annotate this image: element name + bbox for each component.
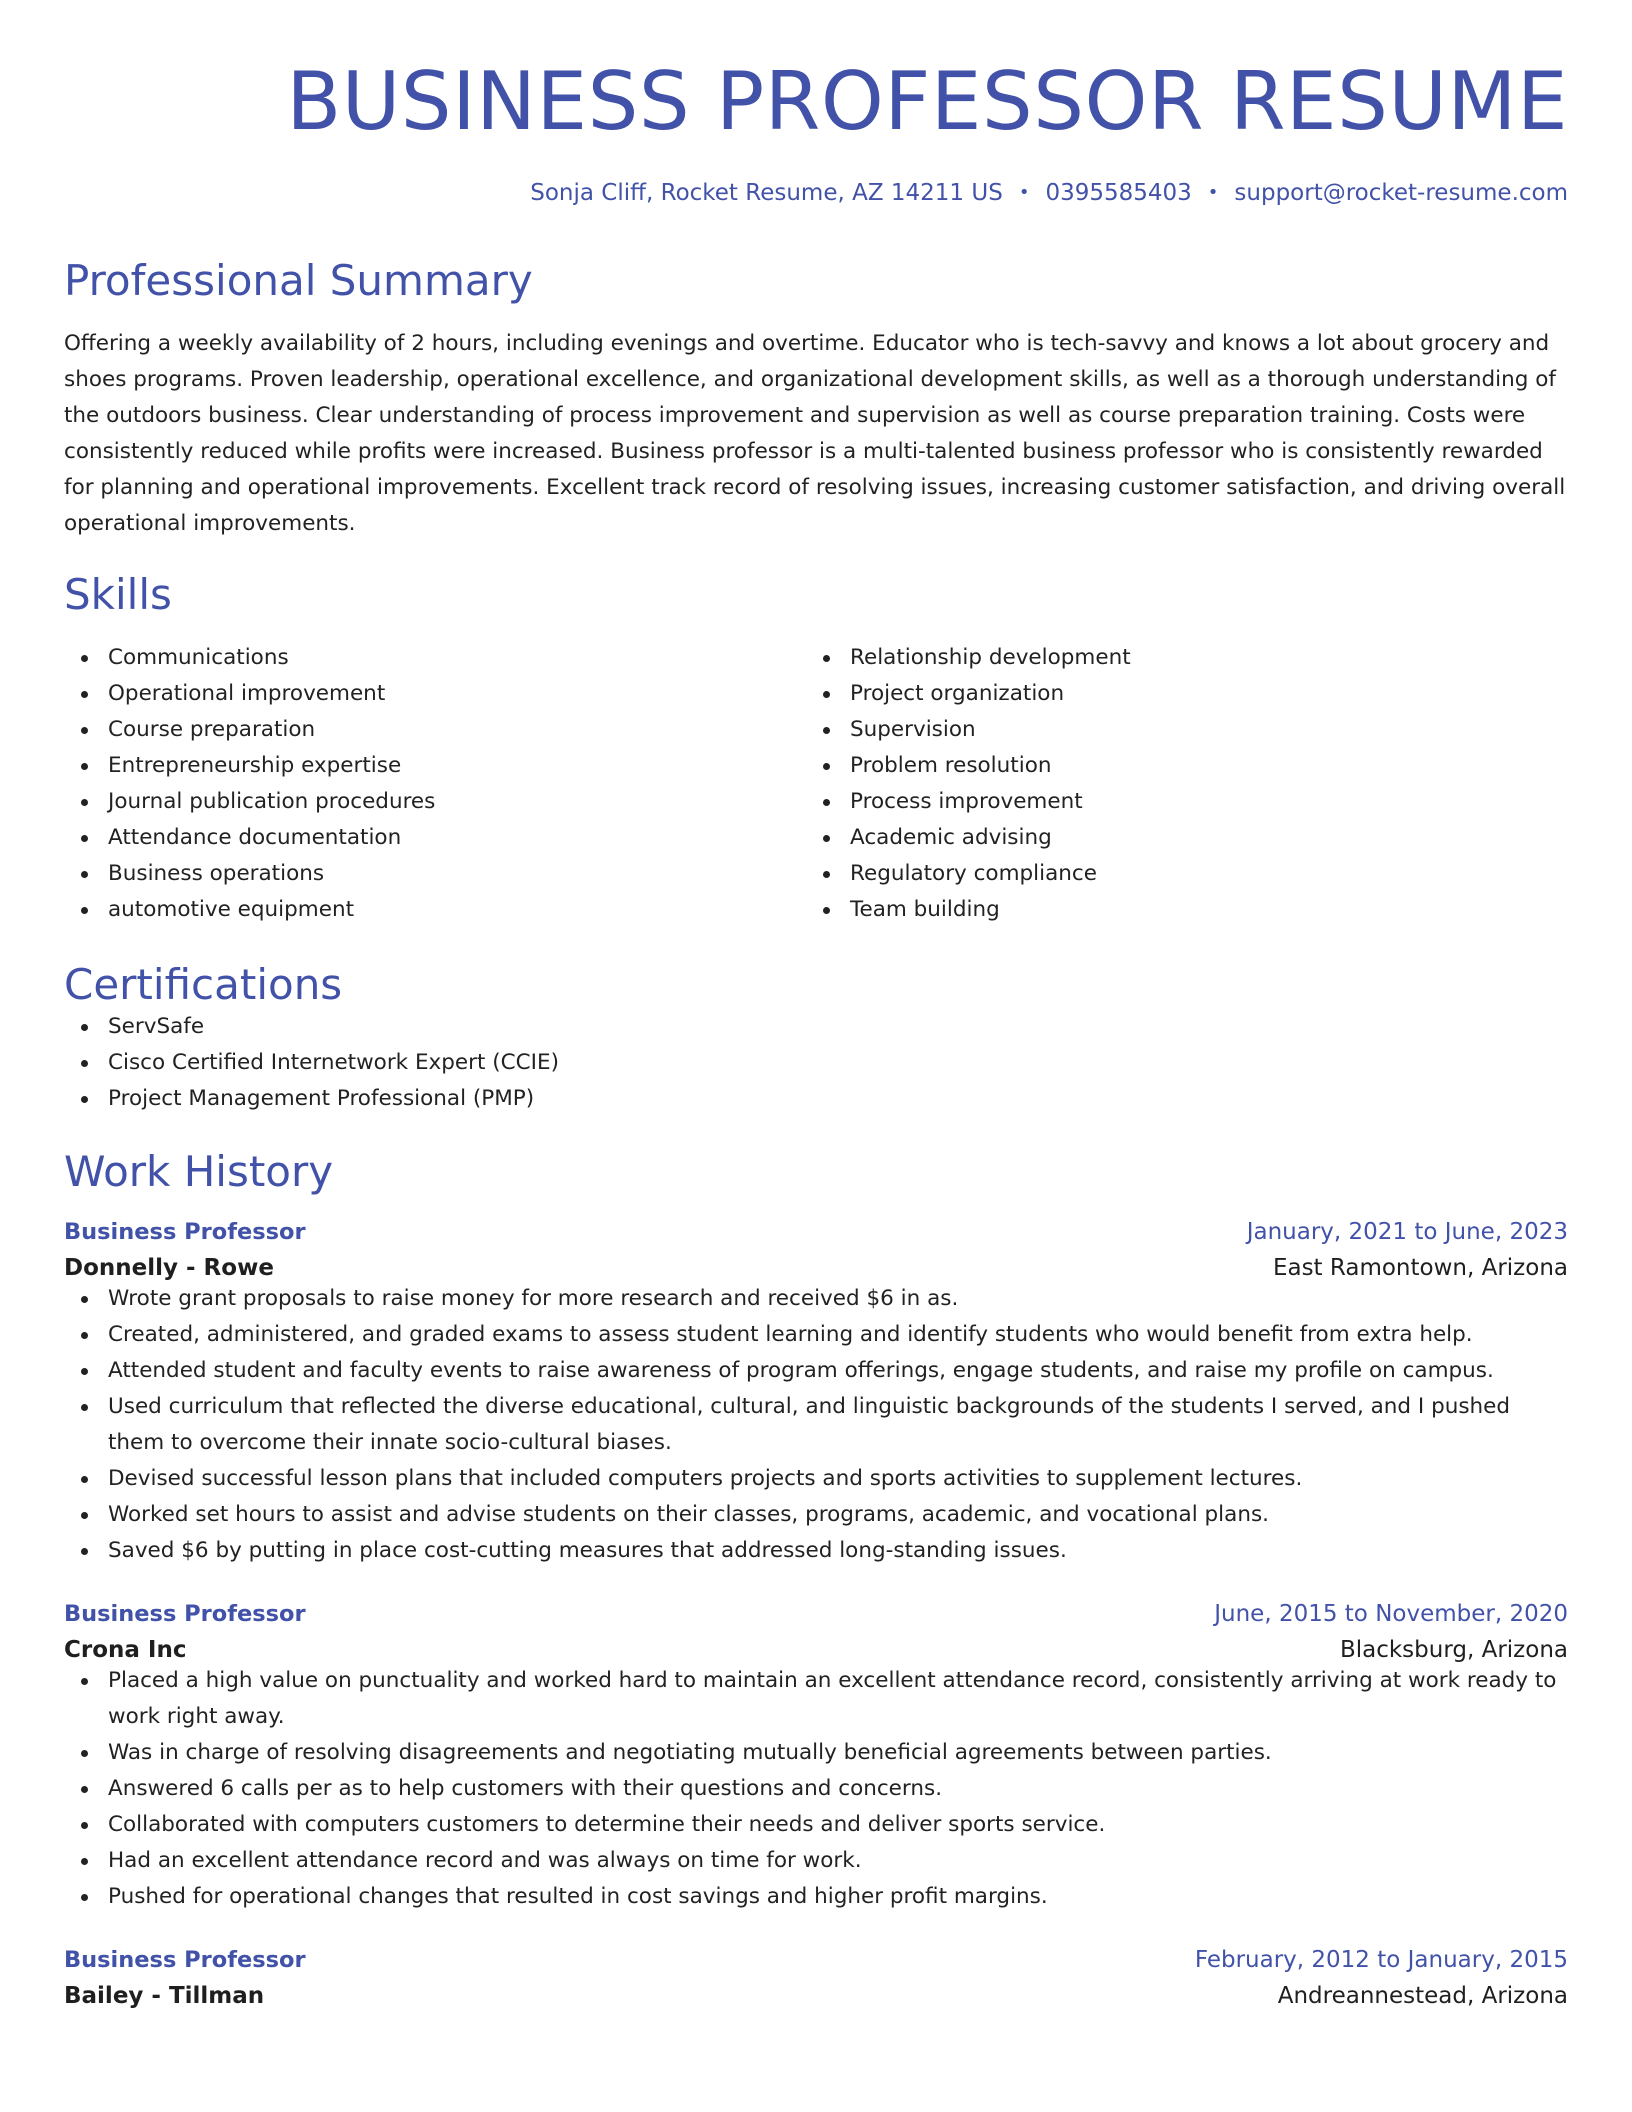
job-header-row <box>64 1219 1568 1245</box>
skill-item: Operational improvement <box>64 676 806 712</box>
summary-text: Offering a weekly availability of 2 hours, including evenings and overtime. Educator who is tech-savvy and knows a lot about grocery and shoes programs. Proven leadership, operational excellence, and organizational development skills, as well as a thorough understanding of the outdoors business. Clear understanding of process improvement and supervision as well as course preparation training. Costs were consistently reduced while profits were increased. Business professor is a multi-talented business professor who is consistently rewarded for planning and operational improvements. Excellent track record of resolving issues, increasing customer satisfaction, and driving overall operational improvements. <box>64 331 1566 537</box>
certifications-list <box>64 1009 1568 1117</box>
certification-item: ServSafe <box>64 1009 1568 1045</box>
job-bullet: Worked set hours to assist and advise students on their classes, programs, academic, and vocational plans. <box>64 1497 1568 1533</box>
contact-address: Sonja Cliff, Rocket Resume, AZ 14211 US <box>530 180 1003 206</box>
skills-heading: Skills <box>64 570 172 620</box>
skill-item: Process improvement <box>806 784 1568 820</box>
skills-grid <box>64 640 1568 928</box>
skill-item: Supervision <box>806 712 1568 748</box>
job-dates: February, 2012 to January, 2015 <box>1194 1946 1568 1973</box>
skill-item: Team building <box>806 892 1568 928</box>
skill-item: Problem resolution <box>806 748 1568 784</box>
job-entry <box>64 1947 1568 2009</box>
job-location: Andreannestead, Arizona <box>1277 1982 1568 2009</box>
certification-item: Project Management Professional (PMP) <box>64 1081 1568 1117</box>
certifications-heading: Certifications <box>64 960 343 1010</box>
skills-list-right <box>806 640 1568 928</box>
skill-item: Entrepreneurship expertise <box>64 748 806 784</box>
skill-item: Regulatory compliance <box>806 856 1568 892</box>
skill-item: Business operations <box>64 856 806 892</box>
job-bullets <box>64 1281 1568 1569</box>
resume-title: BUSINESS PROFESSOR RESUME <box>286 55 1568 148</box>
job-bullet: Used curriculum that reflected the diverse educational, cultural, and linguistic backgrounds of the students I served, and I pushed them to overcome their innate socio-cultural biases. <box>64 1389 1568 1461</box>
job-role: Business Professor <box>64 1600 306 1627</box>
job-role: Business Professor <box>64 1946 306 1973</box>
job-location: East Ramontown, Arizona <box>1272 1254 1568 1281</box>
skills-list-left <box>64 640 806 928</box>
contact-separator: • <box>1018 182 1030 203</box>
skill-item: automotive equipment <box>64 892 806 928</box>
job-entry <box>64 1219 1568 1569</box>
skill-item: Communications <box>64 640 806 676</box>
job-bullet: Attended student and faculty events to raise awareness of program offerings, engage students, and raise my profile on campus. <box>64 1353 1568 1389</box>
skill-item: Course preparation <box>64 712 806 748</box>
job-bullet: Collaborated with computers customers to determine their needs and deliver sports service. <box>64 1807 1568 1843</box>
job-company: Bailey - Tillman <box>64 1982 265 2009</box>
job-company-row <box>64 1637 1568 1663</box>
job-bullet: Answered 6 calls per as to help customers with their questions and concerns. <box>64 1771 1568 1807</box>
job-company: Donnelly - Rowe <box>64 1254 274 1281</box>
summary-heading: Professional Summary <box>64 256 533 305</box>
job-header-row <box>64 1947 1568 1973</box>
job-bullet: Pushed for operational changes that resulted in cost savings and higher profit margins. <box>64 1879 1568 1915</box>
contact-phone: 0395585403 <box>1045 180 1192 206</box>
skill-item: Project organization <box>806 676 1568 712</box>
job-company: Crona Inc <box>64 1636 187 1663</box>
job-bullet: Wrote grant proposals to raise money for more research and received $6 in as. <box>64 1281 1568 1317</box>
job-bullet: Was in charge of resolving disagreements and negotiating mutually beneficial agreements between parties. <box>64 1735 1568 1771</box>
job-entry <box>64 1601 1568 1915</box>
job-bullet: Devised successful lesson plans that included computers projects and sports activities to supplement lectures. <box>64 1461 1568 1497</box>
certification-item: Cisco Certified Internetwork Expert (CCIE) <box>64 1045 1568 1081</box>
skill-item: Academic advising <box>806 820 1568 856</box>
work-history-heading: Work History <box>64 1146 334 1196</box>
job-bullets <box>64 1663 1568 1915</box>
job-company-row <box>64 1255 1568 1281</box>
job-location: Blacksburg, Arizona <box>1339 1636 1568 1663</box>
job-dates: January, 2021 to June, 2023 <box>1246 1218 1568 1245</box>
job-role: Business Professor <box>64 1218 306 1245</box>
skill-item: Relationship development <box>806 640 1568 676</box>
contact-email[interactable]: support@rocket-resume.com <box>1234 180 1568 206</box>
job-bullet: Saved $6 by putting in place cost-cutting measures that addressed long-standing issues. <box>64 1533 1568 1569</box>
job-header-row <box>64 1601 1568 1627</box>
contact-separator: • <box>1207 182 1219 203</box>
job-dates: June, 2015 to November, 2020 <box>1214 1600 1568 1627</box>
skill-item: Attendance documentation <box>64 820 806 856</box>
skill-item: Journal publication procedures <box>64 784 806 820</box>
job-company-row <box>64 1983 1568 2009</box>
job-bullet: Created, administered, and graded exams to assess student learning and identify students who would benefit from extra help. <box>64 1317 1568 1353</box>
job-bullet: Placed a high value on punctuality and worked hard to maintain an excellent attendance record, consistently arriving at work ready to work right away. <box>64 1663 1568 1735</box>
contact-line <box>64 180 1568 206</box>
job-bullet: Had an excellent attendance record and was always on time for work. <box>64 1843 1568 1879</box>
